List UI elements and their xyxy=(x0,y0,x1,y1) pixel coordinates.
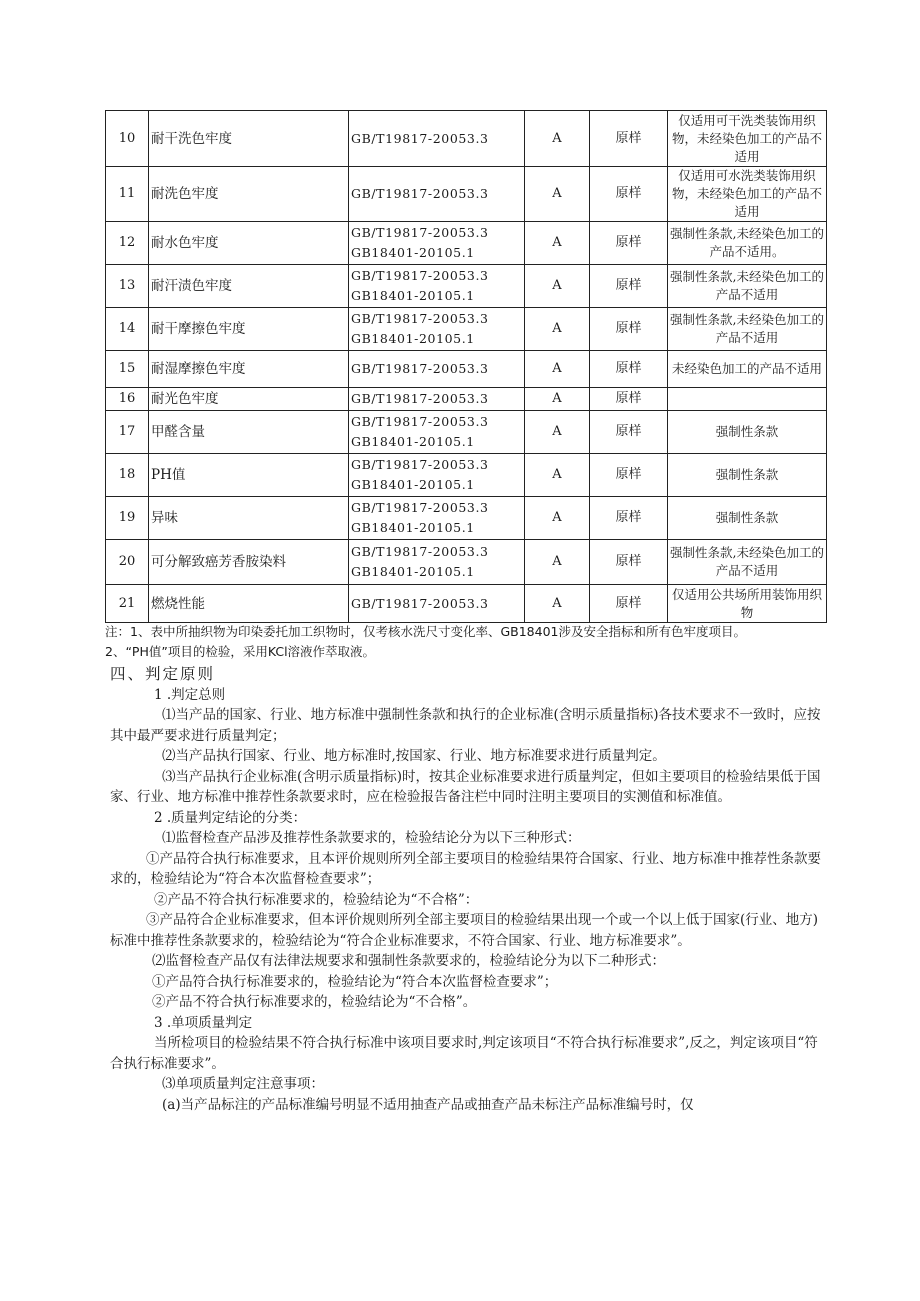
table-row xyxy=(106,351,827,388)
paragraph-11: 当所检项目的检验结果不符合执行标准中该项目要求时,判定该项目“不符合执行标准要求”,反之，判定该项目“符合执行标准要求”。 xyxy=(110,1035,818,1072)
item-class: A xyxy=(525,585,590,623)
remark: 仅适用可水洗类装饰用织物，未经染色加工的产品不适用 xyxy=(668,167,827,222)
item-class: A xyxy=(525,497,590,540)
remark: 仅适用可干洗类装饰用织物，未经染色加工的产品不适用 xyxy=(668,111,827,167)
table-row xyxy=(106,111,827,167)
paragraph-12: ⑶单项质量判定注意事项： xyxy=(162,1076,324,1092)
standard-cell xyxy=(349,167,525,222)
standard-code: GB/T19817-20053.3 xyxy=(351,130,489,146)
standard-code: GB/T19817-20053.3 xyxy=(351,544,489,559)
sample-state: 原样 xyxy=(590,411,668,454)
item-name: 耐干摩擦色牢度 xyxy=(149,308,349,351)
standard-cell xyxy=(349,222,525,265)
paragraph-13: (a)当产品标注的产品标准编号明显不适用抽查产品或抽查产品未标注产品标准编号时，仅 xyxy=(162,1096,694,1113)
judgement-principles-section xyxy=(110,664,830,1115)
remark: 强制性条款,未经染色加工的产品不适用 xyxy=(668,265,827,308)
remark: 强制性条款,未经染色加工的产品不适用 xyxy=(668,308,827,351)
item-class: A xyxy=(525,540,590,585)
item-name: 耐光色牢度 xyxy=(149,388,349,411)
paragraph-10: ②产品不符合执行标准要求的，检验结论为“不合格”。 xyxy=(152,994,477,1010)
standard-cell xyxy=(349,351,525,388)
item-name: 燃烧性能 xyxy=(149,585,349,623)
standard-code: GB/T19817-20053.3 xyxy=(351,311,489,326)
remark: 强制性条款 xyxy=(668,411,827,454)
item-name: 耐水色牢度 xyxy=(149,222,349,265)
item-name: 耐汗渍色牢度 xyxy=(149,265,349,308)
standard-cell xyxy=(349,111,525,167)
item-class: A xyxy=(525,411,590,454)
row-number: 20 xyxy=(106,540,149,585)
row-number: 18 xyxy=(106,454,149,497)
row-number: 19 xyxy=(106,497,149,540)
row-number: 13 xyxy=(106,265,149,308)
row-number: 11 xyxy=(106,167,149,222)
section-heading: 四、判定原则 xyxy=(110,665,216,683)
standard-code: GB/T19817-20053.3 xyxy=(351,500,489,515)
item-class: A xyxy=(525,111,590,167)
standard-code: GB18401-20105.1 xyxy=(351,520,475,535)
paragraph-6: ②产品不符合执行标准要求的，检验结论为“不合格”： xyxy=(154,891,479,908)
standard-code: GB/T19817-20053.3 xyxy=(351,595,489,611)
item-class: A xyxy=(525,265,590,308)
sample-state: 原样 xyxy=(590,167,668,222)
note-line-1: 注：1、表中所抽织物为印染委托加工织物时，仅考核水洗尺寸变化率、GB18401涉及安全指标和所有色牢度项目。 xyxy=(105,624,746,639)
standard-code: GB/T19817-20053.3 xyxy=(351,268,489,283)
table-row xyxy=(106,388,827,411)
standard-code: GB18401-20105.1 xyxy=(351,477,475,492)
sample-state: 原样 xyxy=(590,222,668,265)
sample-state: 原样 xyxy=(590,388,668,411)
sample-state: 原样 xyxy=(590,454,668,497)
standard-code: GB/T19817-20053.3 xyxy=(351,391,489,406)
standard-cell xyxy=(349,585,525,623)
paragraph-2: ⑵当产品执行国家、行业、地方标准时,按国家、行业、地方标准要求进行质量判定。 xyxy=(162,748,666,764)
item-name: 异味 xyxy=(149,497,349,540)
item-name: 耐湿摩擦色牢度 xyxy=(149,351,349,388)
standard-code: GB18401-20105.1 xyxy=(351,331,475,346)
item-name: PH值 xyxy=(149,454,349,497)
remark: 仅适用公共场所用装饰用织物 xyxy=(668,585,827,623)
remark: 强制性条款,未经染色加工的产品不适用 xyxy=(668,540,827,585)
remark: 强制性条款 xyxy=(668,454,827,497)
paragraph-8: ⑵监督检查产品仅有法律法规要求和强制性条款要求的，检验结论分为以下二种形式： xyxy=(152,953,665,969)
sample-state: 原样 xyxy=(590,351,668,388)
item-name: 可分解致癌芳香胺染料 xyxy=(149,540,349,585)
paragraph-5: ①产品符合执行标准要求，且本评价规则所列全部主要项目的检验结果符合国家、行业、地方标准中推荐性条款要求的，检验结论为“符合本次监督检查要求”； xyxy=(110,850,821,887)
table-row xyxy=(106,265,827,308)
standard-cell xyxy=(349,411,525,454)
standard-code: GB/T19817-20053.3 xyxy=(351,457,489,472)
table-body xyxy=(106,111,827,623)
standard-code: GB18401-20105.1 xyxy=(351,245,475,260)
sample-state: 原样 xyxy=(590,540,668,585)
standard-cell xyxy=(349,540,525,585)
remark: 未经染色加工的产品不适用 xyxy=(668,351,827,388)
table-row xyxy=(106,497,827,540)
row-number: 16 xyxy=(106,388,149,411)
subheading-single-item: 3 .单项质量判定 xyxy=(154,1014,253,1031)
paragraph-4: ⑴监督检查产品涉及推荐性条款要求的，检验结论分为以下三种形式： xyxy=(162,830,581,846)
row-number: 21 xyxy=(106,585,149,623)
paragraph-1: ⑴当产品的国家、行业、地方标准中强制性条款和执行的企业标准(含明示质量指标)各技术要求不一致时，应按其中最严要求进行质量判定； xyxy=(110,707,821,744)
table-row xyxy=(106,411,827,454)
table-row xyxy=(106,540,827,585)
standard-code: GB18401-20105.1 xyxy=(351,434,475,449)
sample-state: 原样 xyxy=(590,585,668,623)
item-class: A xyxy=(525,222,590,265)
item-class: A xyxy=(525,454,590,497)
row-number: 17 xyxy=(106,411,149,454)
subheading-classification: 2 .质量判定结论的分类： xyxy=(154,809,307,826)
table-row xyxy=(106,222,827,265)
standard-code: GB18401-20105.1 xyxy=(351,564,475,579)
standard-code: GB18401-20105.1 xyxy=(351,288,475,303)
standard-code: GB/T19817-20053.3 xyxy=(351,414,489,429)
paragraph-9: ①产品符合执行标准要求的，检验结论为“符合本次监督检查要求”； xyxy=(152,973,558,990)
inspection-items-table xyxy=(105,110,827,623)
table-row xyxy=(106,454,827,497)
sample-state: 原样 xyxy=(590,497,668,540)
remark: 强制性条款 xyxy=(668,497,827,540)
item-name: 甲醛含量 xyxy=(149,411,349,454)
row-number: 12 xyxy=(106,222,149,265)
item-class: A xyxy=(525,388,590,411)
subheading-general: 1 .判定总则 xyxy=(154,686,226,703)
paragraph-3: ⑶当产品执行企业标准(含明示质量指标)时，按其企业标准要求进行质量判定，但如主要项目的检验结果低于国家、行业、地方标准中推荐性条款要求时，应在检验报告备注栏中同时注明主要项目的实测值和标准值。 xyxy=(110,768,821,805)
standard-cell xyxy=(349,308,525,351)
standard-cell xyxy=(349,265,525,308)
sample-state: 原样 xyxy=(590,265,668,308)
remark xyxy=(668,388,827,411)
standard-cell xyxy=(349,388,525,411)
row-number: 10 xyxy=(106,111,149,167)
row-number: 14 xyxy=(106,308,149,351)
item-class: A xyxy=(525,351,590,388)
standard-code: GB/T19817-20053.3 xyxy=(351,186,489,201)
standard-cell xyxy=(349,454,525,497)
table-row xyxy=(106,308,827,351)
item-name: 耐干洗色牢度 xyxy=(149,111,349,167)
remark: 强制性条款,未经染色加工的产品不适用。 xyxy=(668,222,827,265)
table-row xyxy=(106,585,827,623)
paragraph-7: ③产品符合企业标准要求，但本评价规则所列全部主要项目的检验结果出现一个或一个以上低于国家(行业、地方)标准中推荐性条款要求的，检验结论为“符合企业标准要求，不符合国家、行业、地方标准要求”。 xyxy=(110,912,819,949)
row-number: 15 xyxy=(106,351,149,388)
item-class: A xyxy=(525,167,590,222)
sample-state: 原样 xyxy=(590,111,668,167)
item-class: A xyxy=(525,308,590,351)
standard-code: GB/T19817-20053.3 xyxy=(351,361,489,376)
sample-state: 原样 xyxy=(590,308,668,351)
item-name: 耐洗色牢度 xyxy=(149,167,349,222)
table-notes xyxy=(105,622,835,662)
note-line-2: 2、“PH值”项目的检验，采用KCl溶液作萃取液。 xyxy=(105,644,376,659)
standard-cell xyxy=(349,497,525,540)
standard-code: GB/T19817-20053.3 xyxy=(351,225,489,240)
table-row xyxy=(106,167,827,222)
